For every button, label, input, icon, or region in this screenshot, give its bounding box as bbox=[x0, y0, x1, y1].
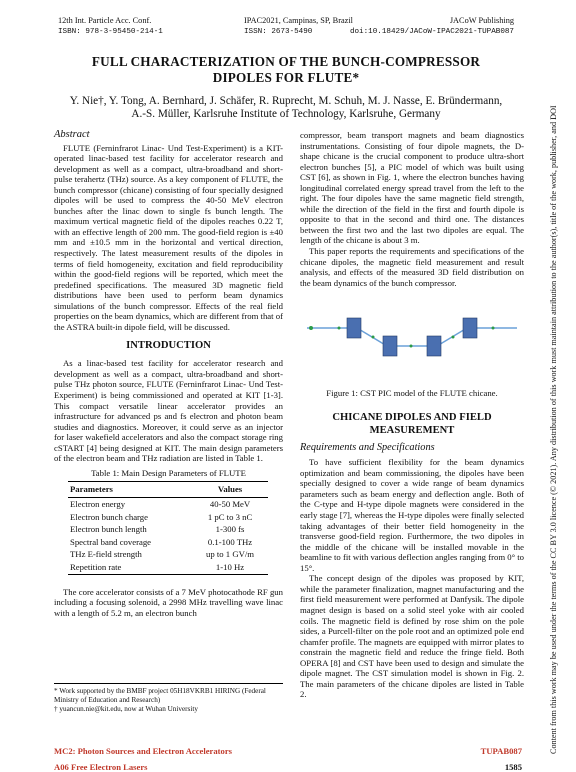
paper-title bbox=[58, 54, 514, 85]
header-center bbox=[244, 16, 353, 37]
table-row bbox=[68, 561, 268, 574]
table-cell: Electron bunch length bbox=[70, 524, 147, 535]
table-cell: 0.1-100 THz bbox=[207, 536, 253, 547]
publisher: JACoW Publishing bbox=[449, 16, 514, 25]
footnote-funding: * Work supported by the BMBF project 05H18VKRB1 HIRING (Federal Ministry of Education and Research) bbox=[54, 687, 266, 704]
table-cell: 1-10 Hz bbox=[192, 561, 268, 574]
table-cell: THz E-field strength bbox=[70, 549, 142, 560]
table-row bbox=[68, 536, 268, 549]
electron-bunch bbox=[492, 327, 495, 330]
col2-paragraph-2: This paper reports the requirements and specifications of the chicane dipoles, the magnetic field measurement and result analysis, and effects of the measured 3D field distribution on the beam dynamics of the bunch compressor. bbox=[300, 246, 524, 288]
table-cell: up to 1 GV/m bbox=[206, 549, 255, 560]
footnotes bbox=[54, 683, 283, 714]
table-cell: Repetition rate bbox=[68, 561, 192, 574]
conference-location: IPAC2021, Campinas, SP, Brazil bbox=[244, 16, 353, 25]
table-cell: Spectral band coverage bbox=[70, 536, 152, 547]
intro-paragraph-1: As a linac-based test facility for accelerator research and development as well as a compact, ultra-broadband and short-pulse THz photon source, FLUTE (Ferninfrarot Linac- Und Test-Experiment) is being commissioned and operated at KIT [1-3]. This compact versatile linear accelerator provides an infrastructure for advanced ps and fs electron and photon beam studies and diagnostics. Moreover, it could serve as an injector for laser wakefield accelerators and also the compact storage ring cSTART [4] being designed at KIT. The main design parameters of the electron beam and THz radiation are listed in Table 1. bbox=[54, 358, 283, 464]
table-cell: Electron energy bbox=[70, 498, 126, 509]
table-header-values: Values bbox=[192, 482, 268, 498]
table-cell: Electron bunch charge bbox=[70, 511, 148, 522]
table-cell: 40-50 MeV bbox=[209, 498, 251, 509]
introduction-heading: INTRODUCTION bbox=[126, 340, 211, 352]
dipole-2 bbox=[383, 336, 397, 356]
abstract-text: FLUTE (Ferninfrarot Linac- Und Test-Experiment) is a KIT-operated linac-based test facility for accelerator research and development as well as a compact, ultra-broadband and short-pulse terahertz (THz) source. As a key component of FLUTE, the bunch compressor (chicane) consisting of four specially designed dipoles will be used to compress the 40-50 MeV electron bunches after the linac down to single fs bunch length. The maximum vertical magnetic field of the dipoles reaches 0.22 T, with an effective length of 200 mm. The good-field region is ±40 mm and ±10.5 mm in the horizontal and vertical direction, respectively. The latest measurement results of the dipoles in terms of field homogeneity, excitation and field reproducibility within the good-field regions will be reported, which meet the predefined specifications. The measured 3D magnetic field distributions have been used to perform beam dynamics simulations of the bunch compressor. Effects of the real field properties on the beam dynamics, which are different from that of the ASTRA built-in dipole field, will be discussed. bbox=[54, 142, 283, 332]
conference-name: 12th Int. Particle Acc. Conf. bbox=[58, 16, 152, 25]
isbn: ISBN: 978-3-95450-214-1 bbox=[58, 27, 163, 36]
chicane-illustration bbox=[303, 298, 521, 382]
license-sidebar: Content from this work may be used under the terms of the CC BY 3.0 licence (© 2021). Any distribution of this work must maintain attribution to the author(s), title of the work, publisher, and DOI bbox=[549, 105, 558, 754]
intro-paragraph-2: The core accelerator consists of a 7 MeV photocathode RF gun including a focusing solenoid, a 2998 MHz travelling wave linac with a length of 5.2 m, an electron bunch bbox=[54, 586, 283, 618]
footer-category: A06 Free Electron Lasers bbox=[54, 762, 148, 772]
abstract-heading: Abstract bbox=[54, 129, 90, 140]
table-header-parameters: Parameters bbox=[68, 482, 192, 498]
table-header-row bbox=[68, 482, 268, 498]
table-row bbox=[68, 497, 268, 510]
table-cell: 1-300 fs bbox=[215, 524, 245, 535]
table-row bbox=[68, 523, 268, 536]
title-line-2: DIPOLES FOR FLUTE* bbox=[212, 69, 360, 85]
table-row bbox=[68, 511, 268, 524]
footer-session: MC2: Photon Sources and Electron Accelerators bbox=[54, 746, 232, 756]
figure-1-chicane-model bbox=[303, 298, 521, 382]
chicane-section-heading: CHICANE DIPOLES AND FIELD MEASUREMENT bbox=[332, 411, 492, 436]
col2-paragraph-4: The concept design of the dipoles was proposed by KIT, while the parameter finalization, magnet manufacturing and the first field measurement were performed at Danfysik. The dipole magnet design is based on a solid steel yoke with air cooled coils. The magnetic field is defined by rose shim on the pole sides, a Purcell-filter on the pole root and an optimized pole end chamfer profile. The magnets are equipped with mirror plates to constrain the magnetic field and reduce the fringe field. Both OPERA [8] and CST have been used to design and simulate the dipole magnet. The CST simulation model is shown in Fig. 2. The main parameters of the chicane dipoles are listed in Table 2. bbox=[300, 573, 524, 700]
dipole-3 bbox=[427, 336, 441, 356]
dipole-4 bbox=[463, 318, 477, 338]
issn: ISSN: 2673-5490 bbox=[244, 27, 313, 36]
col2-paragraph-3: To have sufficient flexibility for the beam dynamics optimization and beam commissioning, the dipoles have been specially designed to cover a wide range of beam dynamics parameters such as beam energy and deflection angle. Both of the C-type and H-type dipole magnets were considered in the early stage [7], whereas the H-type dipoles were finally selected taking advantages of their better field homogeneity in the transverse good-field region. Furthermore, the two dipoles in the middle of the chicane will be installed movable in the beamline to fit with various deflection angles ranging from 0° to 15°. bbox=[300, 457, 524, 573]
left-column bbox=[54, 130, 283, 618]
figure-1-caption: Figure 1: CST PIC model of the FLUTE chicane. bbox=[326, 388, 498, 399]
table-cell: 1 pC to 3 nC bbox=[207, 511, 253, 522]
electron-bunch bbox=[410, 345, 413, 348]
electron-bunch bbox=[338, 327, 341, 330]
requirements-subheading: Requirements and Specifications bbox=[300, 441, 435, 453]
table-1-caption: Table 1: Main Design Parameters of FLUTE bbox=[91, 467, 246, 478]
col2-paragraph-1: compressor, beam transport magnets and beam diagnostics instrumentations. Consisting of four dipole magnets, the D-shape chicane is the crucial component to produce ultra-short electron bunches [5], a PIC model of which was built using CST [6], as shown in Fig. 1, where the electron bunches having longitudinal correlated energy spread travel from the left to the right. The four dipoles have the same magnetic field strength, while the direction of the field in the first and fourth dipole is opposite to that in the second and third one. The distances between the first two and the last two dipoles are equal. The length of the chicane is about 3 m. bbox=[300, 130, 524, 246]
table-row bbox=[68, 548, 268, 561]
table-1 bbox=[68, 481, 268, 574]
author-list bbox=[58, 95, 514, 121]
dipole-1 bbox=[347, 318, 361, 338]
footnote-email: † yuancun.nie@kit.edu, now at Wuhan University bbox=[54, 704, 198, 713]
authors-line-2: A.-S. Müller, Karlsruhe Institute of Technology, Karlsruhe, Germany bbox=[131, 108, 441, 120]
electron-bunch bbox=[309, 326, 313, 330]
header-right bbox=[350, 16, 514, 37]
electron-bunch bbox=[372, 336, 375, 339]
doi: doi:10.18429/JACoW-IPAC2021-TUPAB087 bbox=[349, 27, 514, 36]
right-column bbox=[300, 130, 524, 700]
page-number: 1585 bbox=[504, 762, 522, 772]
authors-line-1: Y. Nie†, Y. Tong, A. Bernhard, J. Schäfer, R. Ruprecht, M. Schuh, M. J. Nasse, E. Bründermann, bbox=[69, 95, 503, 107]
header-left bbox=[58, 16, 163, 37]
electron-bunch bbox=[452, 336, 455, 339]
title-line-1: FULL CHARACTERIZATION OF THE BUNCH-COMPRESSOR bbox=[91, 54, 481, 69]
footer-paper-id: TUPAB087 bbox=[480, 746, 522, 756]
